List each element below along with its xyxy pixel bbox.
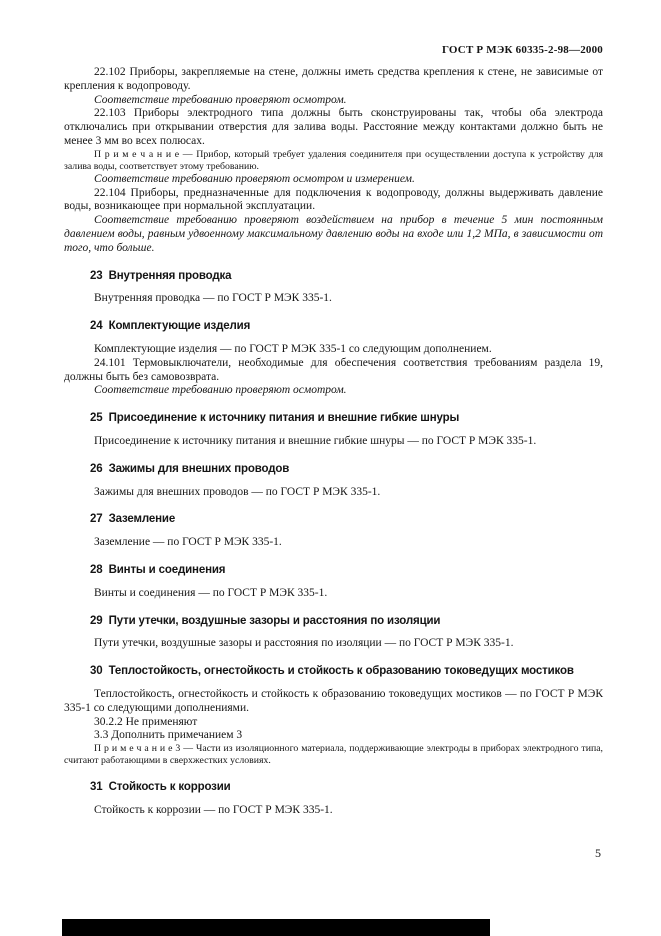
section-heading: 30 Теплостойкость, огнестойкость и стойкость к образованию токоведущих мостиков — [90, 665, 574, 678]
section-heading: 24 Комплектующие изделия — [90, 320, 251, 333]
paragraph: Стойкость к коррозии — по ГОСТ Р МЭК 335-1. — [94, 803, 333, 816]
section-heading: 31 Стойкость к коррозии — [90, 781, 231, 794]
paragraph: 22.103 Приборы электродного типа должны быть сконструированы так, чтобы оба электрода отключались при открывании отверстия для залива воды. Расстояние между контактами должно быть не менее 3 мм во всех полюсах. — [64, 107, 603, 147]
paragraph: Комплектующие изделия — по ГОСТ Р МЭК 335-1 со следующим дополнением. — [94, 342, 492, 355]
page-number: 5 — [595, 846, 601, 860]
section-heading: 23 Внутренняя проводка — [90, 269, 232, 282]
paragraph: Пути утечки, воздушные зазоры и расстояния по изоляции — по ГОСТ Р МЭК 335-1. — [94, 637, 514, 650]
section-heading: 26 Зажимы для внешних проводов — [90, 462, 290, 475]
paragraph: Винты и соединения — по ГОСТ Р МЭК 335-1. — [94, 586, 328, 599]
compliance-note: Соответствие требованию проверяют осмотром. — [94, 93, 347, 106]
paragraph: Теплостойкость, огнестойкость и стойкость к образованию токоведущих мостиков — по ГОСТ Р МЭК 335-1 со следующими дополнениями. — [64, 687, 603, 714]
section-heading: 25 Присоединение к источнику питания и внешние гибкие шнуры — [90, 412, 460, 425]
paragraph: 22.104 Приборы, предназначенные для подключения к водопроводу, должны выдерживать давление воды, возникающее при нормальной эксплуатации. — [64, 186, 603, 213]
paragraph: 22.102 Приборы, закрепляемые на стене, должны иметь средства крепления к стене, не зависимые от крепления к водопроводу. — [64, 66, 603, 92]
document-body — [64, 66, 603, 818]
compliance-note: Соответствие требованию проверяют воздействием на прибор в течение 5 мин постоянным давлением воды, равным удвоенному максимальному давлению воды на входе или 1,2 МПа, в зависимости от того, что больше. — [64, 214, 603, 254]
paragraph: 24.101 Термовыключатели, необходимые для обеспечения соответствия требованиям раздела 19, должны быть без самовозврата. — [64, 356, 603, 383]
section-heading: 28 Винты и соединения — [90, 563, 226, 576]
paragraph: Зажимы для внешних проводов — по ГОСТ Р МЭК 335-1. — [94, 485, 381, 498]
paragraph: Присоединение к источнику питания и внешние гибкие шнуры — по ГОСТ Р МЭК 335-1. — [94, 434, 537, 447]
paragraph: 3.3 Дополнить примечанием 3 — [94, 729, 243, 742]
footnote-note: П р и м е ч а н и е 3 — Части из изоляционного материала, поддерживающие электроды в приборах электродного типа, считают работающими в сверхжестких условиях. — [64, 743, 603, 767]
paragraph: Внутренняя проводка — по ГОСТ Р МЭК 335-1. — [94, 292, 332, 305]
paragraph: Заземление — по ГОСТ Р МЭК 335-1. — [94, 536, 282, 549]
running-header: ГОСТ Р МЭК 60335-2-98—2000 — [441, 44, 603, 56]
scan-artifact-bar — [62, 919, 490, 936]
compliance-note: Соответствие требованию проверяют осмотром. — [94, 384, 347, 397]
section-heading: 29 Пути утечки, воздушные зазоры и расстояния по изоляции — [90, 614, 441, 627]
footnote-note: П р и м е ч а н и е — Прибор, который требует удаления соединителя при осуществлении доступа к устройству для залива воды, соответствует этому требованию. — [64, 148, 603, 172]
compliance-note: Соответствие требованию проверяют осмотром и измерением. — [94, 172, 415, 185]
section-heading: 27 Заземление — [90, 513, 176, 526]
paragraph: 30.2.2 Не применяют — [94, 715, 198, 728]
